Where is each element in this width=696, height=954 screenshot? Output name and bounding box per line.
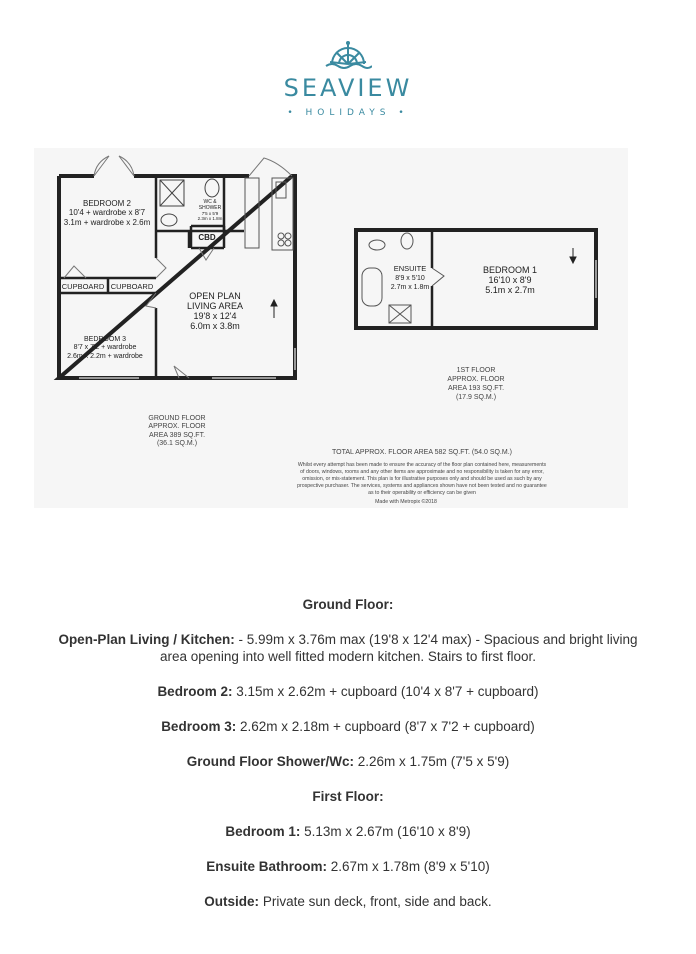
svg-text:AREA 193 SQ.FT.: AREA 193 SQ.FT. xyxy=(447,385,505,392)
cbd-label: CBD xyxy=(198,233,216,242)
svg-text:APPROX. FLOOR: APPROX. FLOOR xyxy=(148,423,206,430)
svg-text:BEDROOM 3: BEDROOM 3 xyxy=(83,336,127,343)
ensuite-detail: Ensuite Bathroom: 2.67m x 1.78m (8'9 x 5'10) xyxy=(206,859,490,874)
svg-text:(36.1 SQ.M.): (36.1 SQ.M.) xyxy=(156,440,198,447)
room-details xyxy=(0,596,696,928)
svg-text:1ST FLOOR: 1ST FLOOR xyxy=(456,367,496,374)
svg-text:as to their operability or eff: as to their operability or efficiency can be given xyxy=(368,490,476,496)
wc-label xyxy=(198,199,223,221)
svg-text:LIVING AREA: LIVING AREA xyxy=(186,301,244,311)
svg-text:BEDROOM 2: BEDROOM 2 xyxy=(82,199,132,208)
brand-name: SEAVIEW xyxy=(283,74,413,102)
disclaimer xyxy=(297,462,547,505)
ground-floor-heading: Ground Floor: xyxy=(302,597,394,612)
svg-text:GROUND FLOOR: GROUND FLOOR xyxy=(148,415,206,422)
svg-text:3.1m + wardrobe x 2.6m: 3.1m + wardrobe x 2.6m xyxy=(63,218,151,227)
first-floor-walls xyxy=(356,230,596,328)
living-detail: Open-Plan Living / Kitchen: - 5.99m x 3.76m max (19'8 x 12'4 max) - Spacious and bright living area opening into well fitted modern kitchen. Stairs to first floor. xyxy=(58,632,638,664)
svg-text:WC &: WC & xyxy=(203,199,217,205)
cupboard-right-label: CUPBOARD xyxy=(110,282,154,291)
svg-text:6.0m x 3.8m: 6.0m x 3.8m xyxy=(190,321,240,331)
svg-text:(17.9 SQ.M.): (17.9 SQ.M.) xyxy=(455,394,497,401)
brand-tagline: • HOLIDAYS • xyxy=(287,108,409,118)
svg-text:8'7 x 7'2 + wardrobe: 8'7 x 7'2 + wardrobe xyxy=(73,344,137,351)
outside-detail: Outside: Private sun deck, front, side and back. xyxy=(204,894,492,909)
svg-text:2.6m x 2.2m + wardrobe: 2.6m x 2.2m + wardrobe xyxy=(67,353,143,360)
svg-text:BEDROOM 1: BEDROOM 1 xyxy=(482,265,538,275)
shower-detail: Ground Floor Shower/Wc: 2.26m x 1.75m (7'5 x 5'9) xyxy=(186,754,510,769)
ship-wheel-icon xyxy=(324,40,372,70)
svg-text:AREA 389 SQ.FT.: AREA 389 SQ.FT. xyxy=(148,432,206,439)
svg-text:Whilst every attempt has been: Whilst every attempt has been made to ensure the accuracy of the floor plan contained here, measurements xyxy=(297,462,547,468)
bedroom1-label xyxy=(483,265,537,295)
svg-text:19'8 x 12'4: 19'8 x 12'4 xyxy=(193,311,237,321)
svg-text:7'5 x 5'9: 7'5 x 5'9 xyxy=(201,211,219,216)
cupboard-left-label: CUPBOARD xyxy=(61,282,105,291)
svg-text:of doors, windows, rooms and a: of doors, windows, rooms and any other items are approximate and no responsibility is taken for any error, xyxy=(300,469,544,475)
svg-text:APPROX. FLOOR: APPROX. FLOOR xyxy=(447,376,505,383)
svg-text:8'9 x 5'10: 8'9 x 5'10 xyxy=(395,275,425,282)
svg-text:omission, or mis-statement. Th: omission, or mis-statement. This plan is for illustrative purposes only and should be used as such by any xyxy=(302,476,542,482)
svg-text:10'4 + wardrobe x 8'7: 10'4 + wardrobe x 8'7 xyxy=(68,208,146,217)
bedroom3-label xyxy=(67,336,143,360)
total-area: TOTAL APPROX. FLOOR AREA 582 SQ.FT. (54.0 SQ.M.) xyxy=(332,449,512,456)
svg-text:prospective purchaser. The ser: prospective purchaser. The services, systems and appliances shown have not been tested and no guarantee xyxy=(297,483,547,489)
svg-text:SHOWER: SHOWER xyxy=(198,205,222,211)
bedroom2-detail: Bedroom 2: 3.15m x 2.62m + cupboard (10'4 x 8'7 + cupboard) xyxy=(157,684,539,699)
svg-text:OPEN PLAN: OPEN PLAN xyxy=(189,291,241,301)
stairs-arrow xyxy=(271,300,277,318)
brand-logo xyxy=(0,40,696,118)
first-floor-heading: First Floor: xyxy=(312,789,384,804)
bedroom1-detail: Bedroom 1: 5.13m x 2.67m (16'10 x 8'9) xyxy=(225,824,471,839)
bedroom3-detail: Bedroom 3: 2.62m x 2.18m + cupboard (8'7 x 7'2 + cupboard) xyxy=(161,719,535,734)
first-stairs-arrow xyxy=(570,248,576,263)
svg-text:5.1m x 2.7m: 5.1m x 2.7m xyxy=(485,285,535,295)
floor-plan xyxy=(34,148,628,508)
svg-text:2.3m x 1.8m: 2.3m x 1.8m xyxy=(197,216,223,221)
bedroom2-label xyxy=(64,199,151,227)
kitchen-units xyxy=(245,178,293,250)
first-area-label xyxy=(447,367,504,401)
made-with: Made with Metropix ©2018 xyxy=(375,499,437,505)
svg-text:16'10 x 8'9: 16'10 x 8'9 xyxy=(488,275,532,285)
ensuite-label xyxy=(391,264,430,291)
ground-area-label xyxy=(148,415,205,447)
svg-text:2.7m x 1.8m: 2.7m x 1.8m xyxy=(390,284,430,291)
svg-text:ENSUITE: ENSUITE xyxy=(393,264,427,273)
living-label xyxy=(187,291,243,331)
